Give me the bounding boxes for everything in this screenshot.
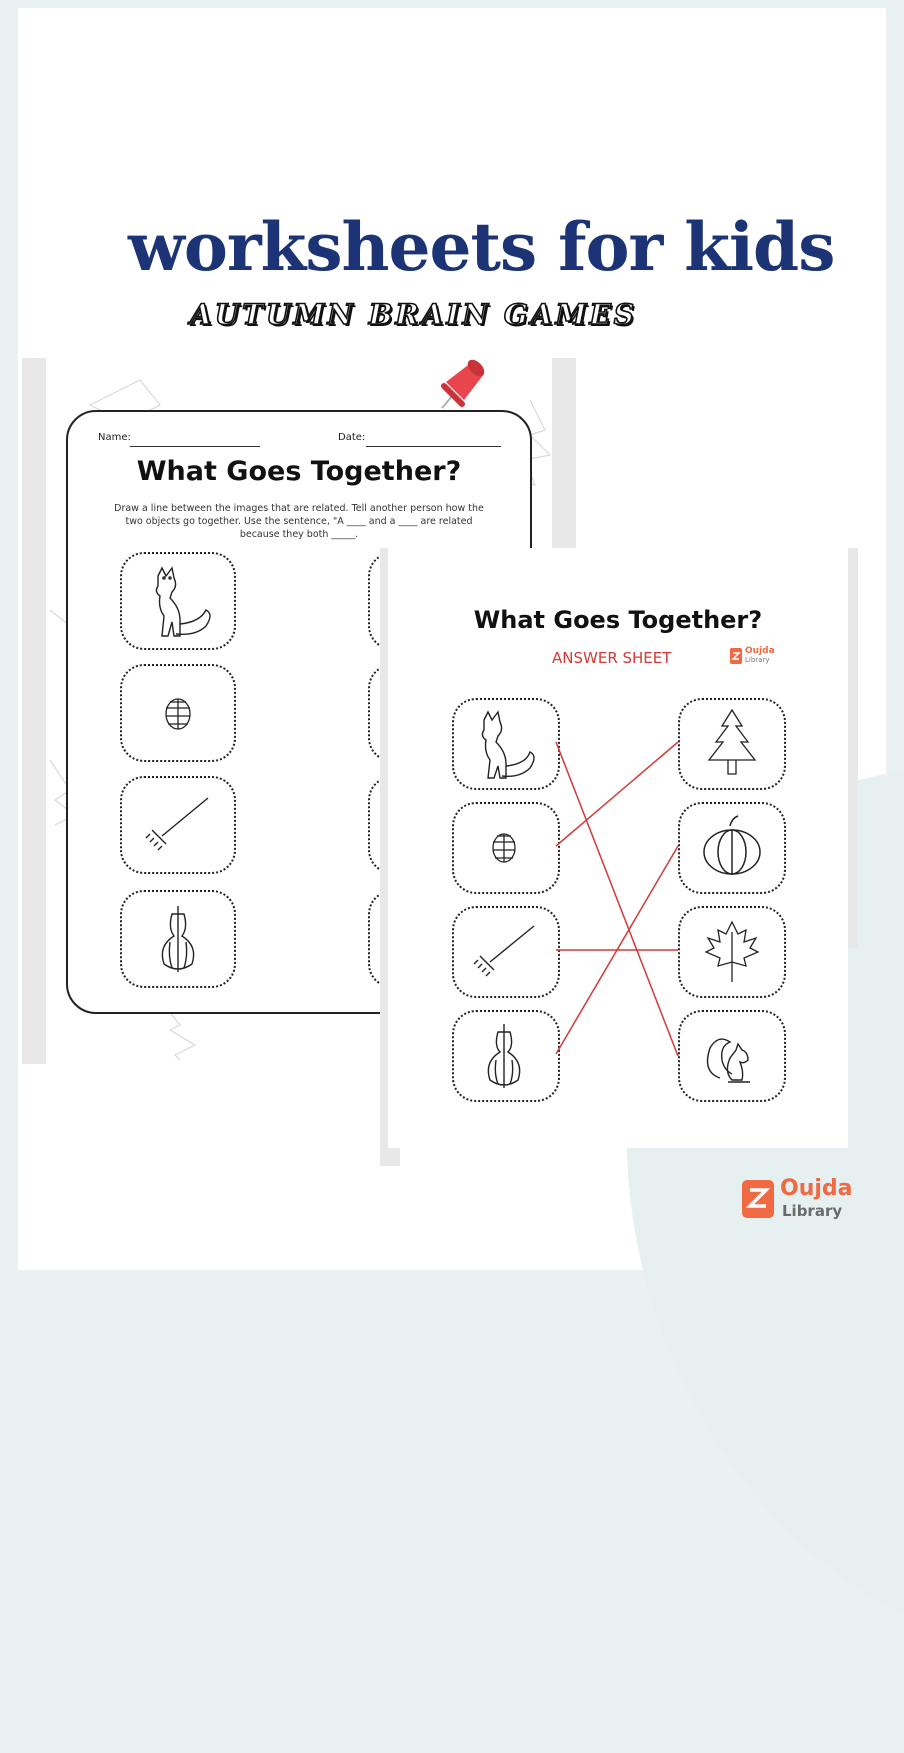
answer-sheet [388,548,848,1148]
answer-lines [388,548,848,1148]
logo-small-line1: Oujda [745,646,775,656]
name-line [130,446,260,447]
fox-card [120,552,236,650]
worksheet-title: What Goes Together? [136,456,462,487]
answer-sheet-label: ANSWER SHEET [552,649,672,667]
date-label: Date: [338,432,366,443]
rake-card [120,776,236,874]
poster-subtitle: AUTUMN BRAIN GAMES [190,298,638,331]
logo-name-line2: Library [782,1202,843,1220]
line-pinecone-pinetree [556,742,678,846]
name-label: Name: [98,432,131,443]
logo-name-line1: Oujda [780,1176,853,1201]
answer-sheet-title: What Goes Together? [473,606,763,634]
poster-title: worksheets for kids [128,208,835,286]
gourd-icon [122,892,234,986]
date-line [366,446,501,447]
fox-icon [122,554,234,648]
rake-icon [122,778,234,872]
worksheet-instructions: Draw a line between the images that are related. Tell another person how the two objects go together. Use the sentence, "A ____ and a ____ are related because they both _____. [114,503,484,540]
line-fox-squirrel [556,742,678,1056]
logo-mark-icon [740,1176,780,1220]
logo-small-line2: Library [745,656,770,664]
pinecone-icon [122,666,234,760]
gourd-card [120,890,236,988]
pushpin-icon [436,356,490,414]
pinecone-card [120,664,236,762]
oujda-library-logo [740,1176,853,1220]
